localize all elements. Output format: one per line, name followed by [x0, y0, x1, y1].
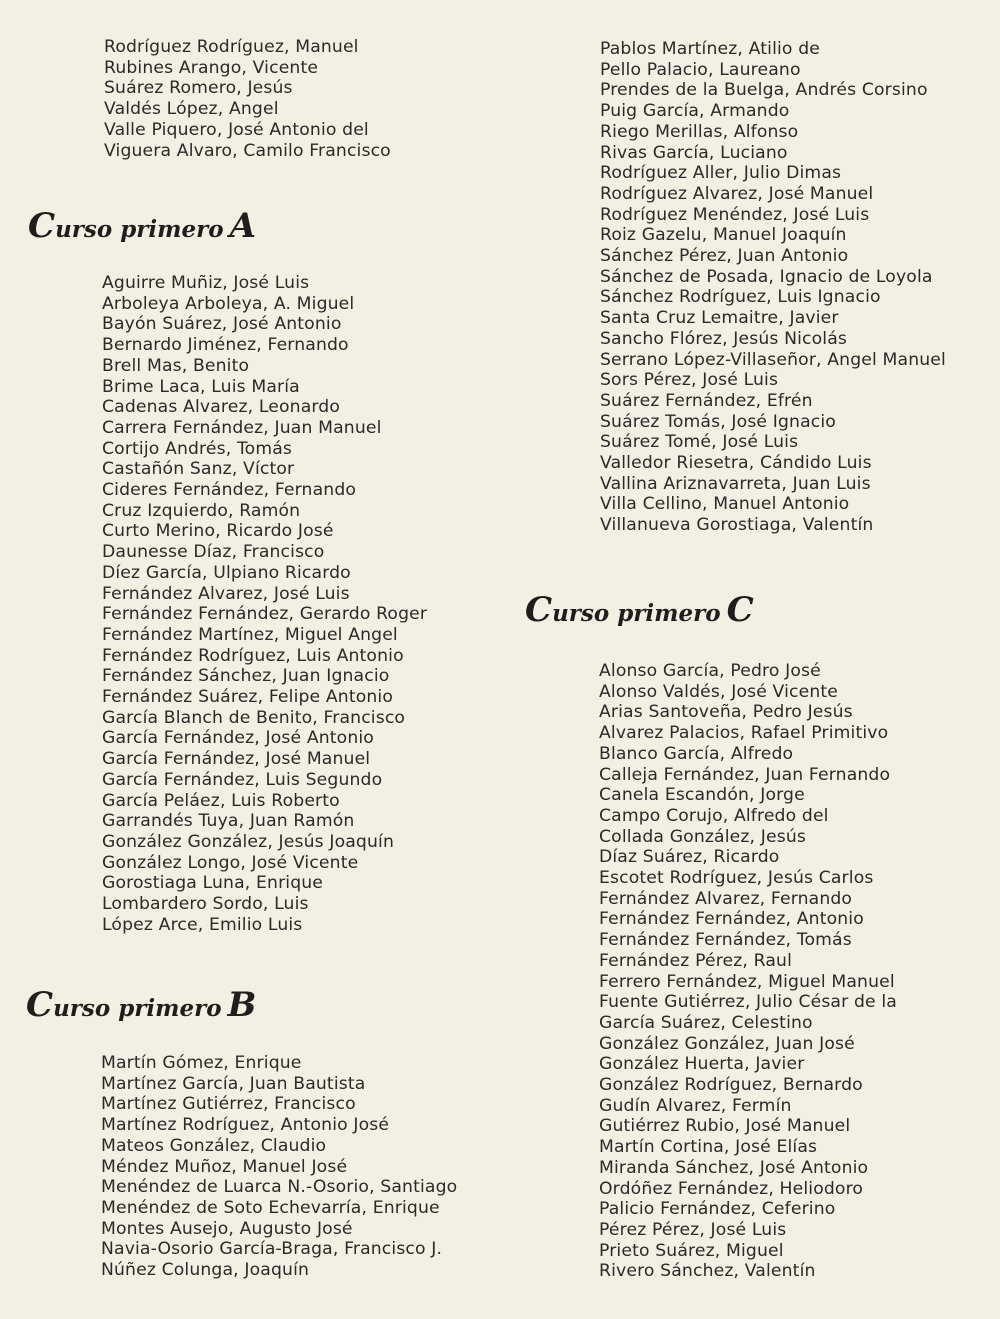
list-item: Fernández Fernández, Tomás [599, 930, 852, 951]
list-item: Brell Mas, Benito [102, 355, 250, 376]
list-item: Martínez García, Juan Bautista [101, 1073, 366, 1094]
list-item: González González, Jesús Joaquín [102, 831, 394, 852]
heading-text: urso primero [53, 995, 222, 1022]
list-item: Gorostiaga Luna, Enrique [102, 873, 324, 894]
list-item: Arias Santoveña, Pedro Jesús [599, 702, 853, 723]
list-item: Fernández Alvarez, José Luis [102, 583, 350, 604]
list-item: Sancho Flórez, Jesús Nicolás [600, 328, 848, 349]
heading-initial: C [525, 590, 553, 630]
list-item: Pablos Martínez, Atilio de [600, 39, 820, 59]
name-list [101, 1053, 457, 1281]
list-item: Sánchez Pérez, Juan Antonio [600, 246, 849, 267]
heading-section-letter: C [726, 590, 754, 630]
list-item: Castañón Sanz, Víctor [102, 459, 295, 480]
list-item: González Rodríguez, Bernardo [599, 1075, 863, 1096]
list-item: García Fernández, José Antonio [102, 728, 374, 749]
name-list [599, 661, 897, 1282]
list-item: Gutiérrez Rubio, José Manuel [599, 1116, 851, 1137]
heading-text: urso primero [55, 216, 224, 243]
list-item: Rodríguez Rodríguez, Manuel [104, 37, 359, 57]
list-item: Cadenas Alvarez, Leonardo [102, 397, 341, 418]
list-item: Ferrero Fernández, Miguel Manuel [599, 971, 895, 992]
list-item: Valledor Riesetra, Cándido Luis [600, 453, 872, 474]
name-list [600, 39, 946, 536]
list-item: Fernández Pérez, Raul [599, 950, 793, 971]
list-item: Villanueva Gorostiaga, Valentín [600, 515, 874, 536]
list-item: García Suárez, Celestino [599, 1012, 813, 1033]
list-item: Serrano López-Villaseñor, Angel Manuel [600, 349, 946, 370]
list-item: Rodríguez Alvarez, José Manuel [600, 183, 874, 204]
list-item: Daunesse Díaz, Francisco [102, 542, 325, 563]
list-item: Fernández Alvarez, Fernando [599, 888, 853, 909]
list-item: Méndez Muñoz, Manuel José [101, 1156, 348, 1177]
list-item: Díaz Suárez, Ricardo [599, 847, 780, 868]
list-item: Suárez Tomás, José Ignacio [600, 411, 836, 432]
list-item: Rubines Arango, Vicente [104, 57, 319, 78]
list-item: Fernández Rodríguez, Luis Antonio [102, 645, 404, 666]
list-item: Gudín Alvarez, Fermín [599, 1095, 792, 1116]
list-item: González Huerta, Javier [599, 1054, 805, 1075]
list-item: Cruz Izquierdo, Ramón [102, 500, 301, 521]
list-item: Alonso Valdés, José Vicente [599, 681, 838, 702]
heading-text: urso primero [552, 600, 721, 627]
list-item: Garrandés Tuya, Juan Ramón [102, 811, 355, 832]
list-item: Collada González, Jesús [599, 826, 806, 847]
list-item: Menéndez de Soto Echevarría, Enrique [101, 1197, 440, 1218]
heading-curso-primero-c [525, 590, 754, 630]
list-item: Santa Cruz Lemaitre, Javier [600, 308, 839, 329]
list-item: Menéndez de Luarca N.-Osorio, Santiago [101, 1177, 458, 1198]
heading-section-letter: B [227, 985, 257, 1025]
list-item: García Blanch de Benito, Francisco [102, 707, 406, 728]
list-item: Calleja Fernández, Juan Fernando [599, 764, 891, 785]
section-b-right-list-block [600, 39, 946, 536]
list-item: Puig García, Armando [600, 101, 790, 122]
heading-curso-primero-a [28, 206, 256, 246]
list-item: Palicio Fernández, Ceferino [599, 1199, 836, 1220]
list-item: Alonso García, Pedro José [599, 661, 821, 681]
heading-section-letter: A [229, 206, 256, 246]
list-item: Díez García, Ulpiano Ricardo [102, 562, 351, 583]
section-a-list-block [102, 273, 427, 936]
list-item: Canela Escandón, Jorge [599, 785, 805, 806]
list-item: Curto Merino, Ricardo José [102, 521, 334, 542]
list-item: Campo Corujo, Alfredo del [599, 805, 829, 826]
list-item: García Fernández, Luis Segundo [102, 769, 383, 790]
list-item: Rivero Sánchez, Valentín [599, 1261, 816, 1282]
list-item: Bernardo Jiménez, Fernando [102, 335, 349, 356]
list-item: Sánchez de Posada, Ignacio de Loyola [600, 266, 933, 287]
list-item: Fernández Fernández, Gerardo Roger [102, 604, 428, 625]
list-item: Cideres Fernández, Fernando [102, 480, 357, 501]
list-item: Valdés López, Angel [104, 99, 279, 120]
list-item: Rivas García, Luciano [600, 142, 788, 163]
list-item: Roiz Gazelu, Manuel Joaquín [600, 225, 847, 246]
name-list [104, 37, 391, 161]
top-left-list-block [104, 37, 391, 161]
list-item: Riego Merillas, Alfonso [600, 121, 799, 142]
list-item: Mateos González, Claudio [101, 1135, 327, 1156]
heading-initial: C [28, 206, 56, 246]
list-item: Suárez Romero, Jesús [104, 78, 293, 99]
list-item: Pérez Pérez, José Luis [599, 1219, 787, 1240]
name-list [102, 273, 427, 936]
list-item: Brime Laca, Luis María [102, 376, 300, 397]
list-item: Rodríguez Aller, Julio Dimas [600, 163, 842, 184]
list-item: Fernández Martínez, Miguel Angel [102, 624, 398, 645]
list-item: Prendes de la Buelga, Andrés Corsino [600, 80, 928, 101]
section-c-list-block [599, 661, 897, 1282]
list-item: Miranda Sánchez, José Antonio [599, 1157, 869, 1178]
list-item: Prieto Suárez, Miguel [599, 1240, 784, 1261]
list-item: Fuente Gutiérrez, Julio César de la [599, 992, 897, 1013]
list-item: Martín Cortina, José Elías [599, 1137, 818, 1158]
list-item: Pello Palacio, Laureano [600, 59, 801, 80]
heading-curso-primero-b [26, 985, 256, 1025]
list-item: Rodríguez Menéndez, José Luis [600, 204, 870, 225]
list-item: Arboleya Arboleya, A. Miguel [102, 293, 355, 314]
list-item: Carrera Fernández, Juan Manuel [102, 417, 382, 438]
list-item: Valle Piquero, José Antonio del [104, 119, 369, 140]
list-item: Vallina Ariznavarreta, Juan Luis [600, 473, 871, 494]
list-item: García Fernández, José Manuel [102, 749, 371, 770]
list-item: Villa Cellino, Manuel Antonio [600, 494, 850, 515]
list-item: Suárez Tomé, José Luis [600, 432, 799, 453]
section-b-left-list-block [101, 1053, 457, 1281]
list-item: Fernández Fernández, Antonio [599, 909, 864, 930]
list-item: Sors Pérez, José Luis [600, 370, 779, 391]
list-item: Escotet Rodríguez, Jesús Carlos [599, 868, 874, 889]
list-item: García Peláez, Luis Roberto [102, 790, 340, 811]
list-item: Viguera Alvaro, Camilo Francisco [104, 140, 391, 161]
list-item: Alvarez Palacios, Rafael Primitivo [599, 723, 889, 744]
list-item: Martínez Gutiérrez, Francisco [101, 1094, 356, 1115]
heading-initial: C [26, 985, 54, 1025]
list-item: Blanco García, Alfredo [599, 743, 794, 764]
list-item: Navia-Osorio García-Braga, Francisco J. [101, 1239, 443, 1260]
list-item: Martín Gómez, Enrique [101, 1053, 302, 1073]
list-item: Núñez Colunga, Joaquín [101, 1260, 310, 1281]
list-item: Sánchez Rodríguez, Luis Ignacio [600, 287, 881, 308]
list-item: Bayón Suárez, José Antonio [102, 314, 342, 335]
list-item: Fernández Sánchez, Juan Ignacio [102, 666, 390, 687]
list-item: Ordóñez Fernández, Heliodoro [599, 1178, 864, 1199]
list-item: Aguirre Muñiz, José Luis [102, 273, 310, 293]
list-item: González González, Juan José [599, 1033, 855, 1054]
list-item: López Arce, Emilio Luis [102, 914, 303, 935]
list-item: Fernández Suárez, Felipe Antonio [102, 687, 394, 708]
list-item: Martínez Rodríguez, Antonio José [101, 1115, 390, 1136]
list-item: Suárez Fernández, Efrén [600, 390, 813, 411]
list-item: Montes Ausejo, Augusto José [101, 1218, 353, 1239]
list-item: González Longo, José Vicente [102, 852, 359, 873]
list-item: Cortijo Andrés, Tomás [102, 438, 293, 459]
list-item: Lombardero Sordo, Luis [102, 894, 309, 915]
